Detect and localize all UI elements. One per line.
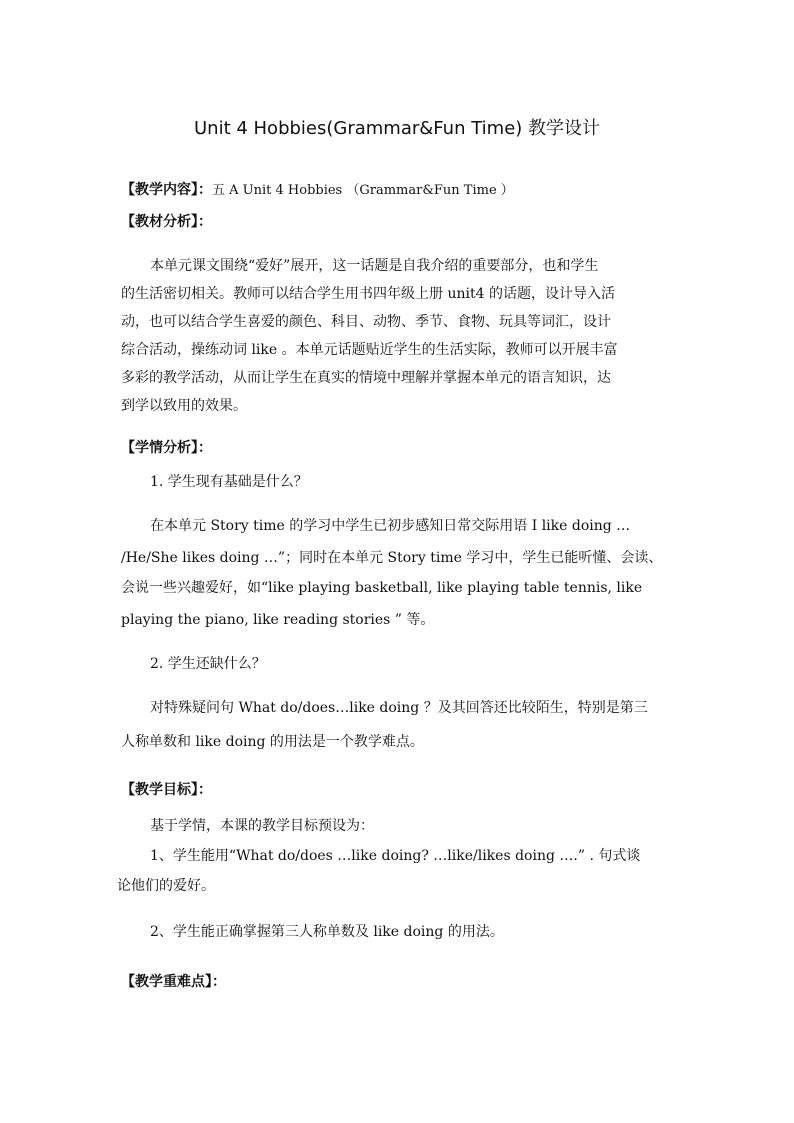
section-objectives-heading: 【教学目标】：: [121, 782, 212, 798]
section-keypoints-heading: 【教学重难点】：: [121, 974, 226, 990]
paragraph-line: 到学以致用的效果。: [121, 398, 247, 414]
paragraph-line: /He/She likes doing …”；同时在本单元 Story time 学习中，学生已能听懂、会读、: [121, 550, 663, 566]
section-content-heading: [121, 180, 514, 201]
question-line: 2. 学生还缺什么？: [150, 656, 266, 672]
paragraph-line: 对特殊疑问句 What do/does…like doing ？及其回答还比较陌生，特别是第三: [150, 700, 648, 716]
question-line: 1. 学生现有基础是什么？: [150, 474, 308, 490]
paragraph-line: 人称单数和 like doing 的用法是一个教学难点。: [121, 734, 424, 750]
page-title: Unit 4 Hobbies(Grammar&Fun Time) 教学设计: [193, 118, 601, 139]
paragraph-line: 本单元课文围绕“爱好”展开，这一话题是自我介绍的重要部分，也和学生: [150, 258, 599, 274]
content-text: 五 A Unit 4 Hobbies （Grammar&Fun Time ）: [212, 183, 514, 198]
paragraph-line: 在本单元 Story time 的学习中学生已初步感知日常交际用语 I like doing …: [150, 518, 631, 534]
paragraph-line: 的生活密切相关。教师可以结合学生用书四年级上册 unit4 的话题，设计导入活: [121, 286, 615, 302]
section-material-heading: 【教材分析】：: [121, 214, 212, 230]
paragraph-line: playing the piano, like reading stories ” 等。: [121, 612, 435, 628]
heading-label: 【教学内容】：: [121, 182, 212, 198]
paragraph-line: 多彩的教学活动，从而让学生在真实的情境中理解并掌握本单元的语言知识，达: [121, 370, 611, 386]
objective-item: 1、学生能用“What do/does …like doing? …like/likes doing ….” . 句式谈: [150, 848, 641, 864]
paragraph-line: 综合活动，操练动词 like 。本单元话题贴近学生的生活实际，教师可以开展丰富: [121, 342, 618, 358]
paragraph-line: 会说一些兴趣爱好，如“like playing basketball, like playing table tennis, like: [121, 580, 643, 596]
section-learners-heading: 【学情分析】：: [121, 440, 212, 456]
paragraph-line: 动，也可以结合学生喜爱的颜色、科目、动物、季节、食物、玩具等词汇，设计: [121, 314, 611, 330]
objective-item: 2、学生能正确掌握第三人称单数及 like doing 的用法。: [150, 924, 504, 940]
objective-item: 论他们的爱好。: [117, 878, 215, 894]
paragraph-line: 基于学情，本课的教学目标预设为：: [150, 818, 374, 834]
